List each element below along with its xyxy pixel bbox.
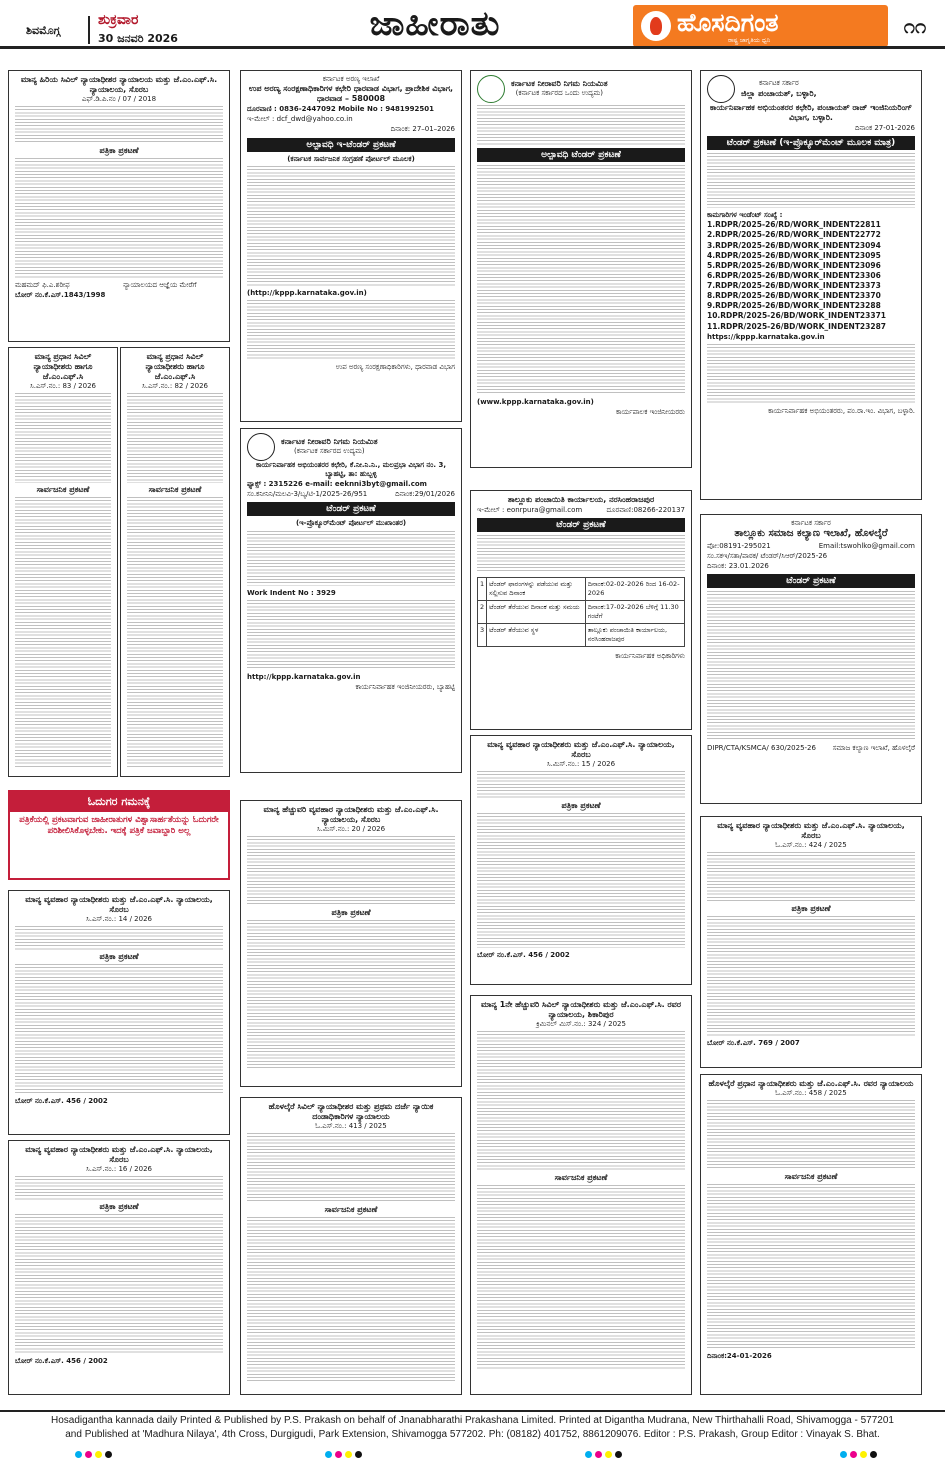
page-number: ೧೧ (903, 14, 927, 38)
tender-heading: ಅಲ್ಪಾವಧಿ ಟೆಂಡರ್ ಪ್ರಕಟಣೆ (477, 148, 685, 162)
corporation-logo-icon (247, 433, 275, 461)
row-label: ಟೆಂಡರ್ ಫಾರಂಗಳನ್ನು ಪಡೆಯುವ ಮತ್ತು ಸಲ್ಲಿಸುವ ದಿನಾಂಕ (487, 578, 586, 601)
divider (88, 16, 90, 44)
notice-heading: ಸಾರ್ವಜನಿಕ ಪ್ರಕಟಣೆ (324, 1205, 378, 1215)
ad-title: ಮಾನ್ಯ ಹಿರಿಯ ಸಿವಿಲ್ ನ್ಯಾಯಾಧೀಶರ ನ್ಯಾಯಾಲಯ ಮತ್ತು ಜೆ.ಎಂ.ಎಫ್.ಸಿ. ನ್ಯಾಯಾಲಯ, ಸೊರಬ (20, 75, 218, 94)
notice-heading: ಪತ್ರಿಕಾ ಪ್ರಕಟಣೆ (99, 952, 139, 962)
date-label: ದಿನಾಂಕ:29/01/2026 (395, 490, 455, 499)
body-text (247, 1217, 455, 1382)
flame-icon (641, 11, 671, 41)
body-text (477, 813, 685, 948)
signature-block (15, 281, 223, 290)
case-number: ಸಿ.ಮಿಸ್.ನಂ.: 20 / 2026 (316, 825, 386, 833)
case-number: ಓ.ಎಸ್.ನಂ.: 458 / 2025 (775, 1089, 847, 1097)
irrigation-tender-ad (470, 70, 692, 468)
ad-title: ಹೊಳಲ್ಕೆರೆ ಸಿವಿಲ್ ನ್ಯಾಯಾಧೀಶರ ಮತ್ತು ಪ್ರಥಮ ದರ್ಜೆ ನ್ಯಾಯಿಕ ದಂಡಾಧಿಕಾರಿಗಳ ನ್ಯಾಯಾಲಯ (268, 1102, 434, 1121)
city-label: ಶಿವಮೊಗ್ಗ (26, 24, 61, 37)
body-text (15, 393, 111, 483)
body-text (15, 497, 111, 767)
body-text (15, 926, 223, 950)
dipr-code: DIPR/CTA/KSMCA/ 630/2025-26 (707, 744, 816, 753)
body-text (477, 535, 685, 573)
body-text (15, 1214, 223, 1354)
notice-heading: ಸಾರ್ವಜನಿಕ ಪ್ರಕಟಣೆ (554, 1173, 608, 1183)
body-text (707, 916, 915, 1036)
body-text (707, 153, 915, 208)
list-item: 5.RDPR/2025-26/BD/WORK_INDENT23096 (707, 260, 881, 270)
reference-number: ಸಂ.ಕನೀನಿನಿ/ಮಲವಿ-3/ಬ್ಯ/ಟಿ-1/2025-26/951 (247, 490, 368, 499)
body-text (707, 1184, 915, 1349)
brand-logo (633, 5, 888, 47)
court-notice-ad (240, 800, 462, 1087)
advocate-name: ಮಹಮದ್ ಫಿ.ಎ.ಶರೀಫ (15, 281, 70, 290)
ad-title: ಮಾನ್ಯ ವ್ಯವಹಾರ ನ್ಯಾಯಾಧೀಶರು ಮತ್ತು ಜೆ.ಎಂ.ಎಫ್.ಸಿ. ನ್ಯಾಯಾಲಯ, ಸೊರಬ (487, 740, 675, 759)
email-line: ಇ-ಮೇಲ್ : eonrpura@gmail.com (477, 506, 583, 514)
case-number: ಓ.ಎಸ್.ನಂ.: 413 / 2025 (315, 1122, 387, 1130)
phone-line: ದೂರವಾಣಿ:08266-220137 (606, 506, 685, 514)
row-label: ಟೆಂಡರ್ ತೆರೆಯುವ ಸ್ಥಳ (487, 624, 586, 647)
reference-number: ಬೋರ್ ನಂ.ಕೆ.ಎಸ್. 456 / 2002 (15, 1357, 108, 1366)
body-text (247, 600, 455, 670)
corporation-logo-icon (477, 75, 505, 103)
body-text (707, 591, 915, 741)
list-item: 6.RDPR/2025-26/BD/WORK_INDENT23306 (707, 270, 881, 280)
govt-label: ಕರ್ನಾಟಕ ಸರ್ಕಾರ (758, 79, 799, 88)
notice-heading: ಪತ್ರಿಕಾ ಪ್ರಕಟಣೆ (561, 801, 601, 811)
case-number: ಎಫ್.ಡಿ.ಪಿ.ನಂ / 07 / 2018 (81, 95, 157, 103)
tender-schedule-table (477, 577, 685, 647)
reference-number: ಬೋರ್ ನಂ.ಕೆ.ಎಸ್. 769 / 2007 (707, 1039, 800, 1048)
row-number: 2 (478, 601, 487, 624)
dated: ದಿನಾಂಕ: 27–01–2026 (390, 125, 455, 134)
body-text (247, 1133, 455, 1203)
case-number: ಸಿ.ಎಸ್.ನಂ.: 83 / 2026 (30, 382, 96, 390)
contact-line: ಫ್ಯಾಕ್ಸ್ : 2315226 e-mail: eeknni3byt@gmail.com (247, 480, 427, 489)
section-title: ಜಾಹೀರಾತು (369, 4, 501, 44)
row-value: ದಿನಾಂಕ:17-02-2026 ಬೆಳಿಗ್ಗೆ 11.30 ಗಂಟೆಗೆ (585, 601, 684, 624)
ad-title: ಮಾನ್ಯ ಪ್ರಧಾನ ಸಿವಿಲ್ ನ್ಯಾಯಾಧೀಶರು ಹಾಗೂ ಜೆ.ಎಂ.ಎಫ್.ಸಿ (33, 352, 93, 381)
court-notice-ad (120, 347, 230, 777)
case-number: ಸಿ.ಎಸ್.ನಂ.: 82 / 2026 (142, 382, 208, 390)
email-line: ಇ-ಮೇಲ್ : dcf_dwd@yahoo.co.in (247, 115, 353, 124)
body-text (247, 531, 455, 586)
case-number: ಓ.ಎಸ್.ನಂ.: 424 / 2025 (775, 841, 847, 849)
date-label: 30 ಜನವರಿ 2026 (98, 32, 178, 45)
corporation-name: ಕರ್ನಾಟಕ ನೀರಾವರಿ ನಿಗಮ ನಿಯಮಿತ (511, 79, 608, 89)
tender-heading: ಅಲ್ಪಾವಧಿ ಇ-ಟೆಂಡರ್ ಪ್ರಕಟಣೆ (247, 138, 455, 152)
imprint-line-1: Hosadigantha kannada daily Printed & Published by P.S. Prakash on behalf of Jnanabharathi Prakashana Limited. Printed at Digantha Mudrana, New Thirthahalli Road, Shivamogga - 577201 (51, 1415, 894, 1426)
office-title: ಜಿಲ್ಲಾ ಪಂಚಾಯತ್, ಬಳ್ಳಾರಿ, (741, 88, 817, 98)
body-text (247, 300, 455, 360)
table-row (478, 624, 685, 647)
social-welfare-tender-ad (700, 514, 922, 804)
body-text (15, 158, 223, 278)
court-order-label: ನ್ಯಾಯಾಲಯದ ಆಜ್ಞೆಯ ಮೇರೆಗೆ (123, 281, 197, 290)
registration-marks (75, 1451, 112, 1458)
body-text (15, 1176, 223, 1200)
ad-title: ಹೊಳಲ್ಕೆರೆ ಪ್ರಧಾನ ನ್ಯಾಯಾಧೀಶರು ಮತ್ತು ಜೆ.ಎಂ.ಎಫ್.ಸಿ. ರವರ ನ್ಯಾಯಾಲಯ (708, 1079, 914, 1088)
list-item: 9.RDPR/2025-26/BD/WORK_INDENT23288 (707, 301, 881, 311)
row-number: 1 (478, 578, 487, 601)
case-number: ಸಿ.ಎಸ್.ನಂ.: 14 / 2026 (86, 915, 152, 923)
court-notice-ad (470, 995, 692, 1395)
notice-heading: ಪತ್ರಿಕಾ ಪ್ರಕಟಣೆ (99, 1202, 139, 1212)
tender-heading: ಟೆಂಡರ್ ಪ್ರಕಟಣೆ (ಇ-ಪ್ರೊಕ್ಯೂರ್‌ಮೆಂಟ್ ಮೂಲಕ ಮಾತ್ರ) (707, 136, 915, 150)
reference-number: ಸಂ.ಸಕಇ/ಸತಾ/ಪಾಠಕ/ ಟೆಂಡರ್/ಸಿಆರ್/2025-26 (707, 551, 828, 560)
taluk-panchayat-tender-ad (470, 490, 692, 730)
body-text (477, 771, 685, 799)
office-address: ಕಾರ್ಯನಿರ್ವಾಹಕ ಅಭಿಯಂತರರ ಕಛೇರಿ, ಪಂಚಾಯತ್ ರಾಜ್ ಇಂಜಿನಿಯರಿಂಗ್ ವಿಭಾಗ, ಬಳ್ಳಾರಿ. (709, 103, 913, 122)
masthead-left (8, 6, 218, 46)
list-item: 3.RDPR/2025-26/BD/WORK_INDENT23094 (707, 240, 881, 250)
body-text (707, 852, 915, 902)
office-address: ಕಾರ್ಯನಿರ್ವಾಹಕ ಅಭಿಯಂತರರ ಕಛೇರಿ, ಕೆ.ನೀ.ನಿ.ನಿ., ಮಲಪ್ರಭಾ ವಿಭಾಗ ನಂ. 3, ಬ್ಯಾಹಟ್ಟಿ, ತಾ: ಹುಬ್ಬಳ್ಳಿ (255, 461, 447, 479)
works-label: ಕಾಮಗಾರಿಗಳ ಇಂಡೆಂಟ್ ಸಂಖ್ಯೆ : (707, 211, 783, 220)
list-item: 7.RDPR/2025-26/BD/WORK_INDENT23373 (707, 281, 881, 291)
brand-tagline: ರಾಷ್ಟ್ರ ಜಾಗೃತಿಯ ಧ್ವನಿ (728, 37, 771, 44)
imprint-line-2: and Published at 'Madhura Nilaya', 4th Cross, Durgigudi, Park Extension, Shivamogga 577202. Ph: (08182) 401752, 8861209076. Editor : P.S. Prakash, Group Editor : Vinayak S. Bhat. (65, 1428, 880, 1440)
tender-heading: ಟೆಂಡರ್ ಪ್ರಕಟಣೆ (477, 518, 685, 532)
case-number: ಕ್ರಿಮಿನಲ್ ಮಿಸ್.ನಂ.: 324 / 2025 (536, 1020, 626, 1028)
corporation-sub: (ಕರ್ನಾಟಕ ಸರ್ಕಾರದ ಒಂದು ಉದ್ಯಮ) (515, 89, 604, 98)
signatory: ಕಾರ್ಯನಿರ್ವಾಹಕ ಅಧಿಕಾರಿಗಳು (615, 652, 685, 661)
body-text (477, 165, 685, 395)
registration-marks (585, 1451, 622, 1458)
list-item: 4.RDPR/2025-26/BD/WORK_INDENT23095 (707, 250, 881, 260)
office-title: ತಾಲ್ಲೂಕು ಪಂಚಾಯಿತಿ ಕಾರ್ಯಾಲಯ, ನರಸಿಂಹರಾಜಪುರ (507, 495, 655, 504)
ad-title: ಮಾನ್ಯ ಹೆಚ್ಚುವರಿ ವ್ಯವಹಾರ ನ್ಯಾಯಾಧೀಶರು ಮತ್ತು ಜೆ.ಎಂ.ಎಫ್.ಸಿ. ನ್ಯಾಯಾಲಯ, ಸೊರಬ (263, 805, 439, 824)
court-notice-ad (700, 816, 922, 1068)
office-title: ಉಪ ಅರಣ್ಯ ಸಂರಕ್ಷಣಾಧಿಕಾರಿಗಳ ಕಛೇರಿ ಧಾರವಾಡ ವಿಭಾಗ, ಪ್ರಾದೇಶಿಕ ವಿಭಾಗ, ಧಾರವಾಡ – 580008 (248, 84, 454, 104)
signatory: ಕಾರ್ಯನಿರ್ವಾಹಕ ಇಂಜಿನೀಯರರು, ಬ್ಯಾಹಟ್ಟಿ (355, 682, 455, 691)
list-item: 10.RDPR/2025-26/BD/WORK_INDENT23371 (707, 311, 887, 321)
list-item: 1.RDPR/2025-26/RD/WORK_INDENT22811 (707, 220, 881, 230)
court-notice-ad (240, 1097, 462, 1395)
notice-text: ಪತ್ರಿಕೆಯಲ್ಲಿ ಪ್ರಕಟವಾಗುವ ಜಾಹೀರಾತುಗಳ ವಿಶ್ವಾಸಾರ್ಹತೆಯನ್ನು ಓದುಗರೇ ಪರಿಶೀಲಿಸಿಕೊಳ್ಳಬೇಕು. ಇದಕ್ಕೆ ಪತ್ರಿಕೆ ಜವಾಬ್ದಾರಿ ಅಲ್ಲ (19, 815, 219, 837)
tender-heading: ಟೆಂಡರ್ ಪ್ರಕಟಣೆ (707, 574, 915, 588)
portal-url: (www.kppp.karnataka.gov.in) (477, 398, 594, 406)
signatory: ಕಾರ್ಯಪಾಲಕ ಇಂಜಿನೀಯರರು (615, 408, 685, 417)
court-notice-ad (8, 347, 118, 777)
notice-heading: ಸಾರ್ವಜನಿಕ ಪ್ರಕಟಣೆ (148, 485, 202, 495)
row-label: ಟೆಂಡರ್ ತೆರೆಯುವ ದಿನಾಂಕ ಮತ್ತು ಸಮಯ (487, 601, 586, 624)
body-text (477, 1031, 685, 1171)
portal-url: https://kppp.karnataka.gov.in (707, 332, 825, 341)
body-text (707, 344, 915, 404)
reference-number: ಬೋರ್ ನಂ.ಕೆ.ಎಸ್. 456 / 2002 (15, 1097, 108, 1106)
reference-number: ಬೋರ್ ನಂ.ಕೆ.ಎಸ್.1843/1998 (15, 291, 106, 300)
table-row (478, 601, 685, 624)
email-line: Email:tswohlko@gmail.com (818, 541, 915, 550)
body-text (15, 964, 223, 1094)
tender-subheading: (ಕರ್ನಾಟಕ ಸಾರ್ವಜನಿಕ ಸಂಗ್ರಹಣೆ ಪೋರ್ಟಲ್ ಮೂಲಕ) (287, 154, 415, 163)
ad-title: ಮಾನ್ಯ ವ್ಯವಹಾರ ನ್ಯಾಯಾಧೀಶರು ಮತ್ತು ಜೆ.ಎಂ.ಎಫ್.ಸಿ. ನ್ಯಾಯಾಲಯ, ಸೊರಬ (25, 895, 213, 914)
signatory: ಸಮಾಜ ಕಲ್ಯಾಣ ಇಲಾಖೆ, ಹೊಳಲ್ಕೆರೆ (832, 744, 915, 753)
body-text (247, 166, 455, 286)
day-label: ಶುಕ್ರವಾರ (98, 12, 139, 28)
forest-dept-tender-ad (240, 70, 462, 422)
court-notice-ad (8, 70, 230, 342)
case-number: ಸಿ.ಎಸ್.ನಂ.: 16 / 2026 (86, 1165, 152, 1173)
portal-url: http://kppp.karnataka.gov.in (247, 672, 361, 681)
tender-subheading: (ಇ-ಪ್ರೊಕ್ಯೂರ್‌ಮೆಂಟ್ ಪೋರ್ಟಲ್ ಮುಖಾಂತರ) (295, 519, 407, 528)
court-notice-ad (470, 735, 692, 985)
corporation-name: ಕರ್ನಾಟಕ ನೀರಾವರಿ ನಿಗಮ ನಿಯಮಿತ (281, 437, 378, 447)
ad-title: ಮಾನ್ಯ ವ್ಯವಹಾರ ನ್ಯಾಯಾಧೀಶರು ಮತ್ತು ಜೆ.ಎಂ.ಎಫ್.ಸಿ. ನ್ಯಾಯಾಲಯ, ಸೊರಬ (25, 1145, 213, 1164)
date-label: ದಿನಾಂಕ: 23.01.2026 (707, 561, 769, 570)
readers-notice (8, 790, 230, 880)
ad-title: ಮಾನ್ಯ 1ನೇ ಹೆಚ್ಚುವರಿ ಸಿವಿಲ್ ನ್ಯಾಯಾಧೀಶರು ಮತ್ತು ಜೆ.ಎಂ.ಎಫ್.ಸಿ. ರವರ ನ್ಯಾಯಾಲಯ, ಶಿಕಾರಿಪುರ (480, 1000, 682, 1019)
signatory: ಉಪ ಅರಣ್ಯ ಸಂರಕ್ಷಣಾಧಿಕಾರಿಗಳು, ಧಾರವಾಡ ವಿಭಾಗ (335, 362, 455, 371)
portal-url: (http://kppp.karnataka.gov.in) (247, 288, 367, 297)
zilla-panchayat-tender-ad (700, 70, 922, 500)
row-value: ತಾಲ್ಲೂಕು ಪಂಚಾಯಿತಿ ಕಾರ್ಯಾಲಯ, ನರಸಿಂಹರಾಜಪುರ (585, 624, 684, 647)
tender-heading: ಟೆಂಡರ್ ಪ್ರಕಟಣೆ (247, 502, 455, 516)
registration-marks (840, 1451, 877, 1458)
body-text (127, 393, 223, 483)
notice-heading: ಪತ್ರಿಕಾ ಪ್ರಕಟಣೆ (791, 904, 831, 914)
body-text (707, 1100, 915, 1170)
body-text (247, 836, 455, 906)
header-rule (0, 46, 945, 49)
corporation-sub: (ಕರ್ನಾಟಕ ಸರ್ಕಾರದ ಉದ್ಯಮ) (294, 447, 365, 456)
phone-line: ದೂರವಾಣಿ : 0836-2447092 Mobile No : 9481992501 (247, 105, 435, 114)
notice-heading: ಸಾರ್ವಜನಿಕ ಪ್ರಕಟಣೆ (784, 1172, 838, 1182)
body-text (127, 497, 223, 767)
notice-heading: ಪತ್ರಿಕಾ ಪ್ರಕಟಣೆ (331, 908, 371, 918)
brand-name: ಹೊಸದಿಗಂತ (677, 8, 779, 37)
list-item: 11.RDPR/2025-26/BD/WORK_INDENT23287 (707, 321, 887, 331)
phone-line: ಪೋ:08191-295021 (707, 541, 771, 550)
row-number: 3 (478, 624, 487, 647)
date-label: ದಿನಾಂಕ:24-01-2026 (707, 1352, 772, 1361)
govt-label: ಕರ್ನಾಟಕ ಸರ್ಕಾರ (791, 519, 831, 527)
body-text (247, 920, 455, 1070)
notice-heading: ಸಾರ್ವಜನಿಕ ಪ್ರಕಟಣೆ (36, 485, 90, 495)
ad-title: ಮಾನ್ಯ ವ್ಯವಹಾರ ನ್ಯಾಯಾಧೀಶರು ಮತ್ತು ಜೆ.ಎಂ.ಎಫ್.ಸಿ. ನ್ಯಾಯಾಲಯ, ಸೊರಬ (717, 821, 905, 840)
registration-marks (325, 1451, 362, 1458)
list-item: 2.RDPR/2025-26/RD/WORK_INDENT22772 (707, 230, 881, 240)
ad-title: ಮಾನ್ಯ ಪ್ರಧಾನ ಸಿವಿಲ್ ನ್ಯಾಯಾಧೀಶರು ಹಾಗೂ ಜೆ.ಎಂ.ಎಫ್.ಸಿ (145, 352, 205, 381)
irrigation-tender-ad (240, 428, 462, 773)
reference-number: ಬೋರ್ ನಂ.ಕೆ.ಎಸ್. 456 / 2002 (477, 951, 570, 960)
imprint-line (10, 1414, 935, 1441)
case-number: ಸಿ.ಮಿಸ್.ನಂ.: 15 / 2026 (546, 760, 616, 768)
office-title: ತಾಲ್ಲೂಕು ಸಮಾಜ ಕಲ್ಯಾಣ ಇಲಾಖೆ, ಹೊಳಲ್ಕೆರೆ (734, 528, 888, 540)
list-item: 8.RDPR/2025-26/BD/WORK_INDENT23370 (707, 291, 881, 301)
notice-heading: ಪತ್ರಿಕಾ ಪ್ರಕಟಣೆ (99, 146, 139, 156)
table-row (478, 578, 685, 601)
court-notice-ad (700, 1074, 922, 1395)
court-notice-ad (8, 1140, 230, 1395)
footer-rule (0, 1410, 945, 1412)
body-text (477, 1185, 685, 1370)
signatory: ಕಾರ್ಯನಿರ್ವಾಹಕ ಅಭಿಯಂತರರು, ಪಂ.ರಾ.ಇಂ. ವಿಭಾಗ, ಬಳ್ಳಾರಿ. (768, 406, 915, 415)
govt-label: ಕರ್ನಾಟಕ ಅರಣ್ಯ ಇಲಾಖೆ (322, 75, 380, 83)
notice-heading: ಓದುಗರ ಗಮನಕ್ಕೆ (10, 792, 228, 812)
date-label: ದಿನಾಂಕ 27-01-2026 (854, 124, 915, 132)
body-text (477, 105, 685, 145)
row-value: ದಿನಾಂಕ:02-02-2026 ರಿಂದ 16-02-2026 (585, 578, 684, 601)
work-indent-list (707, 220, 915, 331)
state-emblem-icon (707, 75, 735, 103)
work-indent: Work Indent No : 3929 (247, 588, 336, 597)
body-text (15, 106, 223, 144)
court-notice-ad (8, 890, 230, 1135)
